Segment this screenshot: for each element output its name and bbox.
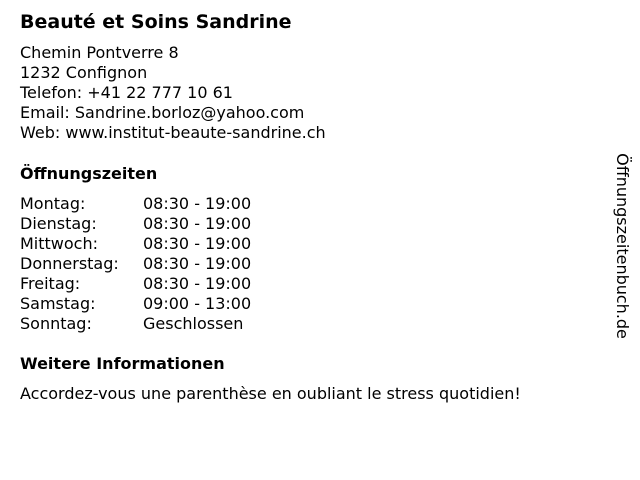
web-line: Web: www.institut-beaute-sandrine.ch — [20, 123, 326, 142]
time-value: 08:30 - 19:00 — [143, 194, 252, 213]
contact-block — [20, 43, 326, 143]
time-value: 08:30 - 19:00 — [143, 214, 252, 233]
day-label: Sonntag: — [20, 314, 92, 333]
email-line: Email: Sandrine.borloz@yahoo.com — [20, 103, 305, 122]
time-value: 08:30 - 19:00 — [143, 234, 252, 253]
day-label: Freitag: — [20, 274, 81, 293]
time-value: 09:00 - 13:00 — [143, 294, 252, 313]
day-label: Donnerstag: — [20, 254, 119, 273]
hours-row-friday — [20, 274, 320, 294]
hours-row-monday — [20, 194, 320, 214]
time-value: 08:30 - 19:00 — [143, 254, 252, 273]
day-label: Samstag: — [20, 294, 96, 313]
site-watermark: Öffnungszeitenbuch.de — [613, 153, 632, 339]
hours-row-thursday — [20, 254, 320, 274]
postal-city: 1232 Confignon — [20, 63, 148, 82]
opening-hours-list — [20, 194, 320, 334]
street-address: Chemin Pontverre 8 — [20, 43, 179, 62]
day-label: Mittwoch: — [20, 234, 98, 253]
hours-row-wednesday — [20, 234, 320, 254]
business-name: Beauté et Soins Sandrine — [20, 11, 292, 33]
time-value: 08:30 - 19:00 — [143, 274, 252, 293]
hours-row-sunday — [20, 314, 320, 334]
phone-line: Telefon: +41 22 777 10 61 — [20, 83, 233, 102]
hours-row-saturday — [20, 294, 320, 314]
more-info-heading: Weitere Informationen — [20, 354, 225, 373]
hours-row-tuesday — [20, 214, 320, 234]
time-value: Geschlossen — [143, 314, 244, 333]
day-label: Montag: — [20, 194, 86, 213]
opening-hours-heading: Öffnungszeiten — [20, 164, 158, 183]
day-label: Dienstag: — [20, 214, 97, 233]
more-info-text: Accordez-vous une parenthèse en oubliant le stress quotidien! — [20, 384, 521, 403]
